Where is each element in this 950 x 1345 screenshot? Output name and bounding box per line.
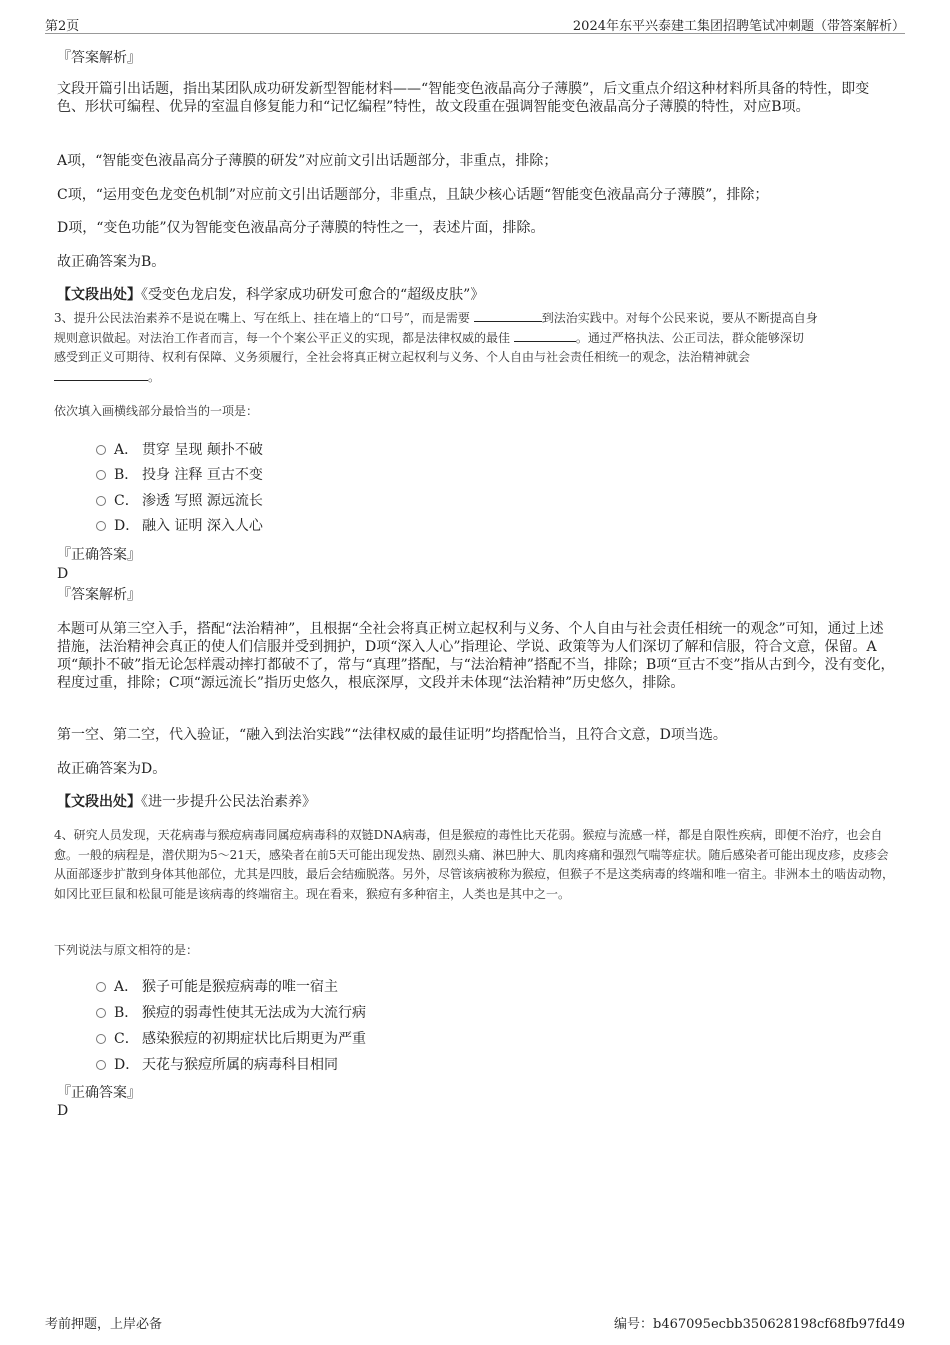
q3-option-b[interactable]: B． 投身 注释 亘古不变 [96, 466, 263, 484]
radio-icon[interactable] [96, 470, 106, 480]
document-title: 2024年东平兴泰建工集团招聘笔试冲刺题（带答案解析） [572, 19, 905, 34]
q2-source-label: 【文段出处】 [57, 287, 141, 303]
page-header [45, 14, 905, 34]
q3-analysis-p3: 故正确答案为D。 [57, 761, 167, 777]
q2-analysis-label: 『答案解析』 [57, 50, 141, 66]
q3-prompt: 依次填入画横线部分最恰当的一项是： [54, 404, 259, 418]
q3-analysis-p1: 本题可从第三空入手，搭配“法治精神”，且根据“全社会将真正树立起权利与义务、个人自由与社会责任相统一的观念”可知，通过上述措施，法治精神会真正的使人们信服并受到拥护，D项“深入人心”指理论、学说、政策等为人们深切了解和信服，符合文意，保留。A项“颠扑不破”指无论怎样震动摔打都破不了，常与“真理”搭配，与“法治精神”搭配不当，排除；B项“亘古不变”指从古到今，没有变化，程度过重，排除；C项“源远流长”指历史悠久，根底深厚，文段并未体现“法治精神”历史悠久，排除。 [57, 621, 895, 691]
q2-source [57, 286, 895, 304]
radio-icon[interactable] [96, 521, 106, 531]
blank-1 [474, 310, 542, 322]
q2-source-text: 《受变色龙启发，科学家成功研发可愈合的“超级皮肤”》 [141, 287, 485, 303]
q4-stem: 4、研究人员发现，天花病毒与猴痘病毒同属痘病毒科的双链DNA病毒，但是猴痘的毒性比天花弱。猴痘与流感一样，都是自限性疾病，即便不治疗，也会自愈。一般的病程是，潜伏期为5～21天，感染者在前5天可能出现发热、剧烈头痛、淋巴肿大、肌肉疼痛和强烈气喘等症状。随后感染者可能出现皮疹，皮疹会从面部逐步扩散到身体其他部位，尤其是四肢，最后会结痂脱落。另外，尽管该病被称为猴痘，但猴子不是这类病毒的终端和唯一宿主。非洲本土的啮齿动物，如冈比亚巨鼠和松鼠可能是该病毒的终端宿主。现在看来，猴痘有多种宿主，人类也是其中之一。 [54, 828, 895, 901]
q4-option-a[interactable]: A． 猴子可能是猴痘病毒的唯一宿主 [96, 978, 338, 996]
q4-answer: D [57, 1103, 69, 1119]
q3-source [57, 793, 895, 811]
q4-option-d[interactable]: D． 天花与猴痘所属的病毒科目相同 [96, 1056, 338, 1074]
q3-source-text: 《进一步提升公民法治素养》 [141, 794, 316, 810]
q2-analysis-p3: C项，“运用变色龙变色机制”对应前文引出话题部分，非重点，且缺少核心话题“智能变色液晶高分子薄膜”，排除； [57, 187, 769, 203]
q4-prompt: 下列说法与原文相符的是： [54, 943, 199, 957]
q2-analysis-p1: 文段开篇引出话题，指出某团队成功研发新型智能材料——“智能变色液晶高分子薄膜”，后文重点介绍这种材料所具备的特性，即变色、形状可编程、优异的室温自修复能力和“记忆编程”特性，故文段重在强调智能变色液晶高分子薄膜的特性，对应B项。 [57, 81, 870, 115]
blank-3 [54, 369, 148, 381]
footer-doc-id: 编号：b467095ecbb350628198cf68fb97fd49 [614, 1317, 905, 1332]
radio-icon[interactable] [96, 1008, 106, 1018]
q4-option-c[interactable]: C． 感染猴痘的初期症状比后期更为严重 [96, 1030, 366, 1048]
q3-stem: 3、提升公民法治素养不是说在嘴上、写在纸上、挂在墙上的“口号”，而是需要 到法治实践中。对每个公民来说，要从不断提高自身 规则意识做起。对法治工作者而言，每一个个案公平正义的实现，都是法律权威的最佳 。通过严格执法、公正司法，群众能够深切 感受到正义可期待、权利有保障、义务须履行，全社会将真正树立起权利与义务、个人自由与社会责任相统一的观念，法治精神就会 。 [54, 311, 818, 384]
radio-icon[interactable] [96, 496, 106, 506]
q3-option-d[interactable]: D． 融入 证明 深入人心 [96, 517, 263, 535]
radio-icon[interactable] [96, 1034, 106, 1044]
q3-analysis-p2: 第一空、第二空，代入验证，“融入到法治实践”“法律权威的最佳证明”均搭配恰当，且符合文意，D项当选。 [57, 727, 727, 743]
radio-icon[interactable] [96, 1060, 106, 1070]
q2-analysis-p4: D项，“变色功能”仅为智能变色液晶高分子薄膜的特性之一，表述片面，排除。 [57, 220, 545, 236]
q2-analysis-p5: 故正确答案为B。 [57, 254, 166, 270]
footer-slogan: 考前押题，上岸必备 [45, 1317, 163, 1332]
q3-analysis-label: 『答案解析』 [57, 587, 141, 603]
q3-option-a[interactable]: A． 贯穿 呈现 颠扑不破 [96, 441, 263, 459]
q4-answer-label: 『正确答案』 [57, 1085, 141, 1101]
q3-answer: D [57, 566, 69, 582]
q3-option-c[interactable]: C． 渗透 写照 源远流长 [96, 492, 263, 510]
q3-source-label: 【文段出处】 [57, 794, 141, 810]
page-number: 第2页 [45, 19, 80, 34]
q4-option-b[interactable]: B． 猴痘的弱毒性使其无法成为大流行病 [96, 1004, 366, 1022]
blank-2 [514, 330, 576, 342]
q3-answer-label: 『正确答案』 [57, 547, 141, 563]
radio-icon[interactable] [96, 445, 106, 455]
radio-icon[interactable] [96, 982, 106, 992]
q2-analysis-p2: A项，“智能变色液晶高分子薄膜的研发”对应前文引出话题部分，非重点，排除； [57, 153, 558, 169]
